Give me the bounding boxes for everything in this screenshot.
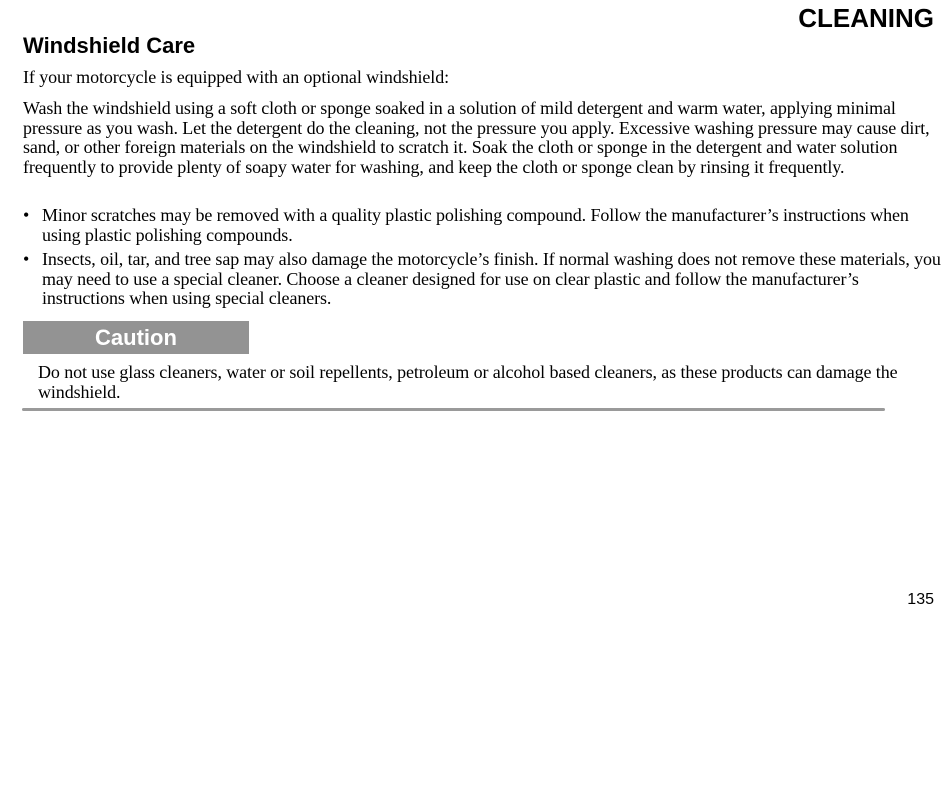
bullet-icon: • (23, 249, 30, 269)
list-item-text: Minor scratches may be removed with a quality plastic polishing compound. Follow the manufacturer’s instructions when using plastic polishing compounds. (42, 205, 909, 245)
caution-text: Do not use glass cleaners, water or soil repellents, petroleum or alcohol based cleaners, as these products can damage the windshield. (38, 362, 898, 402)
washing-instructions-paragraph: Wash the windshield using a soft cloth or sponge soaked in a solution of mild detergent and warm water, applying minimal pressure as you wash. Let the detergent do the cleaning, not the pressure you apply. Excessive washing pressure may cause dirt, sand, or other foreign materials on the windshield to scratch it. Soak the cloth or sponge in the detergent and water solution frequently to provide plenty of soapy water for washing, and keep the cloth or sponge clean by rinsing it frequently. (23, 98, 930, 177)
intro-text: If your motorcycle is equipped with an optional windshield: (23, 67, 450, 87)
list-item-text: Insects, oil, tar, and tree sap may also damage the motorcycle’s finish. If normal washing does not remove these materials, you may need to use a special cleaner. Choose a cleaner designed for use on clear plastic and follow the manufacturer’s instructions when using special cleaners. (42, 249, 941, 308)
bullet-icon: • (23, 205, 30, 225)
caution-label: Caution (23, 321, 249, 354)
list-item (23, 250, 941, 309)
list-item (23, 206, 941, 245)
section-heading: Windshield Care (23, 33, 196, 58)
caution-divider (22, 408, 885, 411)
tips-list (23, 206, 941, 314)
chapter-title: CLEANING (798, 3, 934, 33)
page-number: 135 (907, 591, 934, 608)
